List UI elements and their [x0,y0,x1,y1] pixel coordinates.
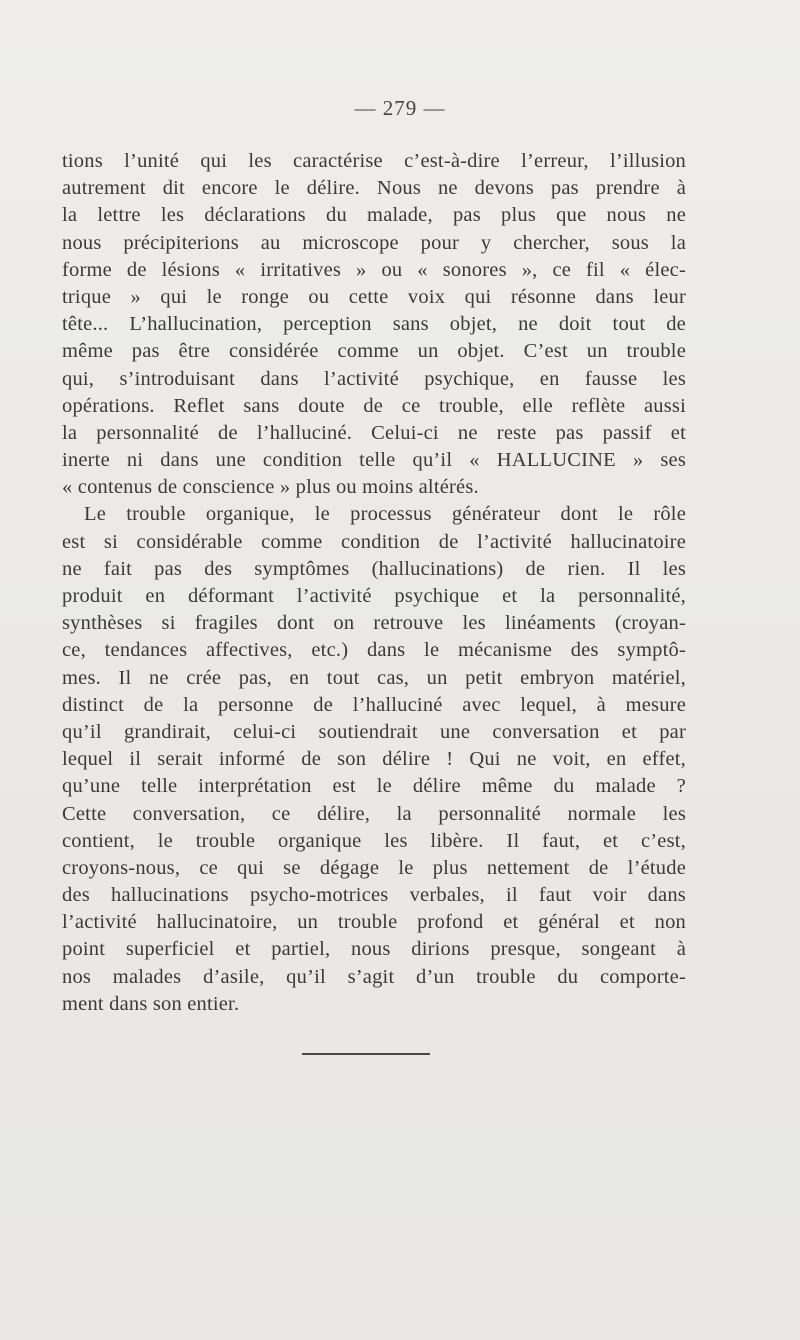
text-line: contient, le trouble organique les libère. Il faut, et c’est, [62,829,686,852]
text-line: la personnalité de l’halluciné. Celui-ci ne reste pas passif et [62,421,686,444]
text-line: ce, tendances affectives, etc.) dans le mécanisme des symptô- [62,639,686,662]
text-line: lequel il serait informé de son délire ! Qui ne voit, en effet, [62,748,686,771]
text-line: trique » qui le ronge ou cette voix qui résonne dans leur [62,285,686,308]
text-line: nos malades d’asile, qu’il s’agit d’un trouble du comporte- [62,965,686,988]
text-line: produit en déformant l’activité psychique et la personnalité, [62,585,686,607]
text-line-paragraph-end: ment dans son entier. [62,992,240,1015]
text-line: tête... L’hallucination, perception sans objet, ne doit tout de [62,313,686,336]
text-line: des hallucinations psycho-motrices verbales, il faut voir dans [62,884,686,907]
text-line: synthèses si fragiles dont on retrouve les linéaments (croyan- [62,612,686,635]
text-line: Cette conversation, ce délire, la personnalité normale les [62,802,686,825]
text-line: l’activité hallucinatoire, un trouble profond et général et non [62,911,686,934]
text-line: autrement dit encore le délire. Nous ne devons pas prendre à [62,177,686,200]
text-line-paragraph-end: « contenus de conscience » plus ou moins altérés. [62,476,479,499]
text-line: nous précipiterions au microscope pour y chercher, sous la [62,231,686,254]
text-line-paragraph-start: Le trouble organique, le processus générateur dont le rôle [84,503,686,526]
text-line: croyons-nous, ce qui se dégage le plus nettement de l’étude [62,856,686,879]
text-line: forme de lésions « irritatives » ou « sonores », ce fil « élec- [62,258,686,281]
text-line: mes. Il ne crée pas, en tout cas, un petit embryon matériel, [62,666,686,689]
text-line: est si considérable comme condition de l’activité hallucinatoire [62,530,686,553]
body-text [62,148,686,1018]
text-line: qu’une telle interprétation est le délire même du malade ? [62,775,686,798]
text-line: inerte ni dans une condition telle qu’il « HALLUCINE » ses [62,449,686,472]
text-line: distinct de la personne de l’halluciné avec lequel, à mesure [62,693,686,716]
text-line: opérations. Reflet sans doute de ce trouble, elle reflète aussi [62,394,686,417]
text-line: point superficiel et partiel, nous dirions presque, songeant à [62,938,686,961]
text-line: ne fait pas des symptômes (hallucinations) de rien. Il les [62,557,686,580]
text-line: qui, s’introduisant dans l’activité psychique, en fausse les [62,367,686,390]
text-line: même pas être considérée comme un objet. C’est un trouble [62,340,686,363]
section-end-rule [302,1053,430,1055]
text-line: tions l’unité qui les caractérise c’est-à-dire l’erreur, l’illusion [62,150,686,172]
text-line: la lettre les déclarations du malade, pas plus que nous ne [62,204,686,227]
text-line: qu’il grandirait, celui-ci soutiendrait une conversation et par [62,720,686,743]
page-number: — 279 — [354,96,446,120]
